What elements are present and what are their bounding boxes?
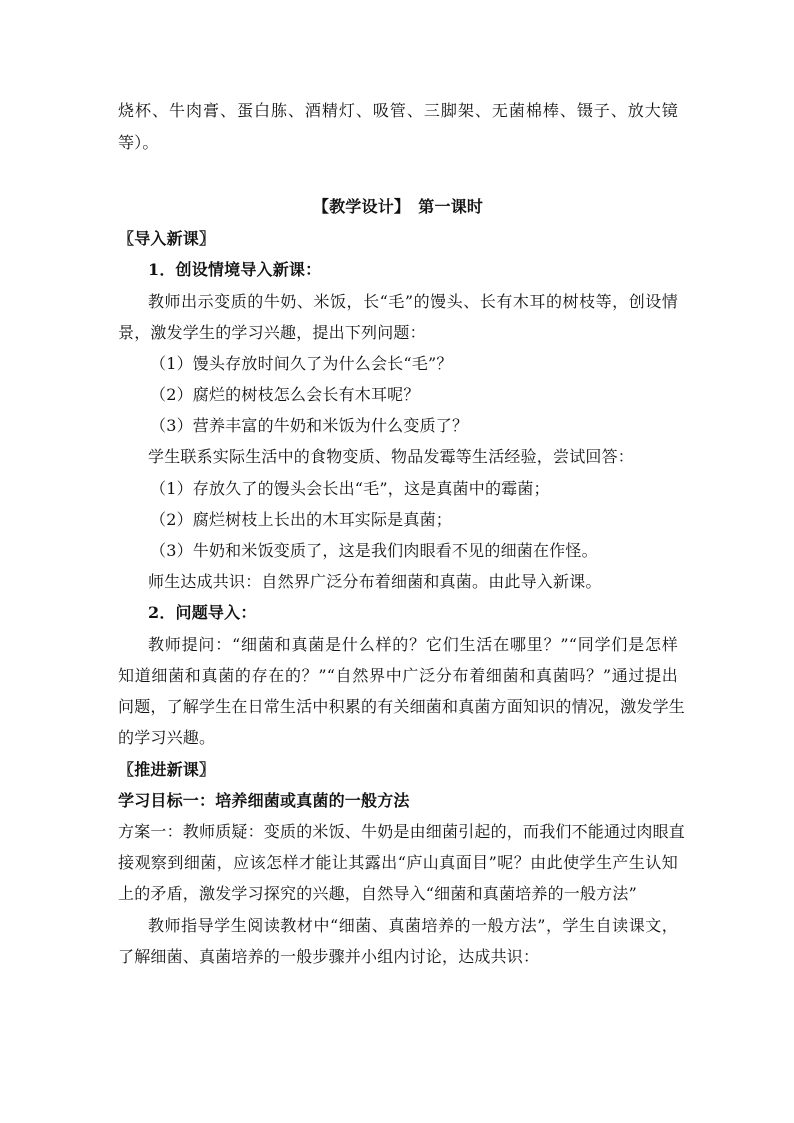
answer-2: （2）腐烂树枝上长出的木耳实际是真菌；	[150, 510, 452, 529]
paragraph-scenario-line-1: 教师出示变质的牛奶、米饭，长“毛”的馒头、长有木耳的树枝等，创设情	[148, 292, 678, 311]
plan-one-line-3: 上的矛盾，激发学习探究的兴趣，自然导入“细菌和真菌培养的一般方法”	[118, 884, 637, 903]
paragraph-scenario-line-2: 景，激发学生的学习兴趣，提出下列问题：	[118, 323, 426, 342]
section-heading-advance: 〖推进新课〗	[118, 760, 216, 779]
section-heading-intro: 〖导入新课〗	[118, 229, 216, 248]
paragraph-questions-line-4: 的学习兴趣。	[118, 728, 216, 747]
question-1: （1）馒头存放时间久了为什么会长“毛”？	[150, 354, 453, 373]
question-3: （3）营养丰富的牛奶和米饭为什么变质了？	[150, 416, 469, 435]
paragraph-reading-line-1: 教师指导学生阅读教材中“细菌、真菌培养的一般方法”，学生自读课文，	[148, 916, 678, 935]
paragraph-questions-line-2: 知道细菌和真菌的存在的？”“自然界中广泛分布着细菌和真菌吗？”通过提出	[118, 666, 678, 685]
question-2: （2）腐烂的树枝怎么会长有木耳呢？	[150, 385, 420, 404]
learning-goal-1: 学习目标一：培养细菌或真菌的一般方法	[118, 791, 410, 810]
answer-3: （3）牛奶和米饭变质了，这是我们肉眼看不见的细菌在作怪。	[150, 541, 598, 560]
paragraph-consensus: 师生达成共识：自然界广泛分布着细菌和真菌。由此导入新课。	[148, 572, 602, 591]
materials-line-2: 等）。	[118, 133, 159, 152]
paragraph-questions-line-1: 教师提问：“细菌和真菌是什么样的？它们生活在哪里？”“同学们是怎样	[148, 635, 678, 654]
plan-one-line-2: 接观察到细菌，应该怎样才能让其露出“庐山真面目”呢？由此使学生产生认知	[118, 853, 678, 872]
answer-1: （1）存放久了的馒头会长出“毛”，这是真菌中的霉菌；	[150, 479, 550, 498]
materials-line-1: 烧杯、牛肉膏、蛋白胨、酒精灯、吸管、三脚架、无菌棉棒、镊子、放大镜	[118, 101, 678, 120]
paragraph-questions-line-3: 问题，了解学生在日常生活中积累的有关细菌和真菌方面知识的情况，激发学生	[118, 697, 686, 716]
subheading-question-intro: 2．问题导入：	[148, 603, 257, 622]
subheading-scenario: 1．创设情境导入新课：	[148, 260, 322, 279]
section-title: 【教学设计】 第一课时	[312, 197, 484, 216]
paragraph-student-answers: 学生联系实际生活中的食物变质、物品发霉等生活经验，尝试回答：	[148, 447, 635, 466]
plan-one-line-1: 方案一：教师质疑：变质的米饭、牛奶是由细菌引起的，而我们不能通过肉眼直	[118, 822, 686, 841]
paragraph-reading-line-2: 了解细菌、真菌培养的一般步骤并小组内讨论，达成共识：	[118, 947, 540, 966]
